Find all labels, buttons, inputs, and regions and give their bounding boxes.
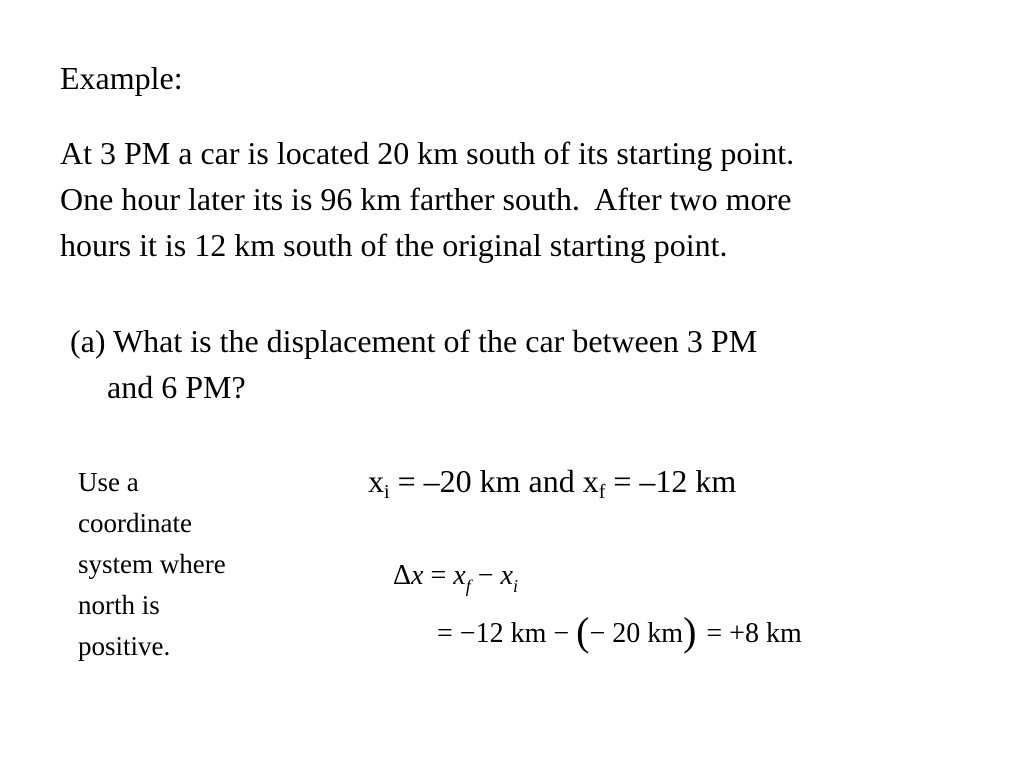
equals-sign: =	[423, 560, 454, 591]
hint-line-2: coordinate	[78, 508, 192, 538]
xf-subscript: f	[598, 481, 606, 503]
minus-sign: −	[470, 560, 501, 591]
xf-subscript: f	[465, 576, 471, 596]
xi-subscript: i	[384, 481, 390, 503]
hint-line-4: north is	[78, 590, 160, 620]
problem-statement	[60, 130, 794, 268]
xi-subscript: i	[512, 576, 518, 596]
given-positions	[368, 458, 736, 504]
close-paren: )	[683, 609, 697, 654]
calc-start: = −12 km −	[437, 618, 577, 649]
xi-symbol: x	[368, 463, 384, 499]
open-paren: (	[576, 609, 590, 654]
question-line-2: and 6 PM?	[107, 369, 246, 405]
displacement-calculation	[437, 609, 802, 656]
delta-symbol: Δ	[393, 560, 412, 591]
hint-line-1: Use a	[78, 467, 139, 497]
displacement-formula	[393, 556, 518, 596]
xi-symbol: x	[500, 560, 513, 591]
problem-line-1: At 3 PM a car is located 20 km south of its starting point.	[60, 135, 795, 171]
question-a	[70, 318, 757, 410]
problem-line-3: hours it is 12 km south of the original starting point.	[60, 227, 728, 263]
hint-line-3: system where	[78, 549, 226, 579]
question-line-1: (a) What is the displacement of the car between 3 PM	[70, 323, 758, 359]
example-title: Example:	[60, 60, 183, 96]
hint-line-5: positive.	[78, 631, 171, 661]
problem-line-2: One hour later its is 96 km farther south. After two more	[60, 181, 792, 217]
calc-result: = +8 km	[706, 618, 802, 649]
xf-value: = –12 km	[605, 463, 737, 499]
xf-symbol: x	[453, 560, 466, 591]
xf-symbol: x	[582, 463, 599, 499]
coordinate-hint	[78, 462, 226, 667]
xi-value: = –20 km and	[389, 463, 583, 499]
calc-inner: − 20 km	[589, 618, 684, 649]
x-symbol: x	[411, 560, 424, 591]
